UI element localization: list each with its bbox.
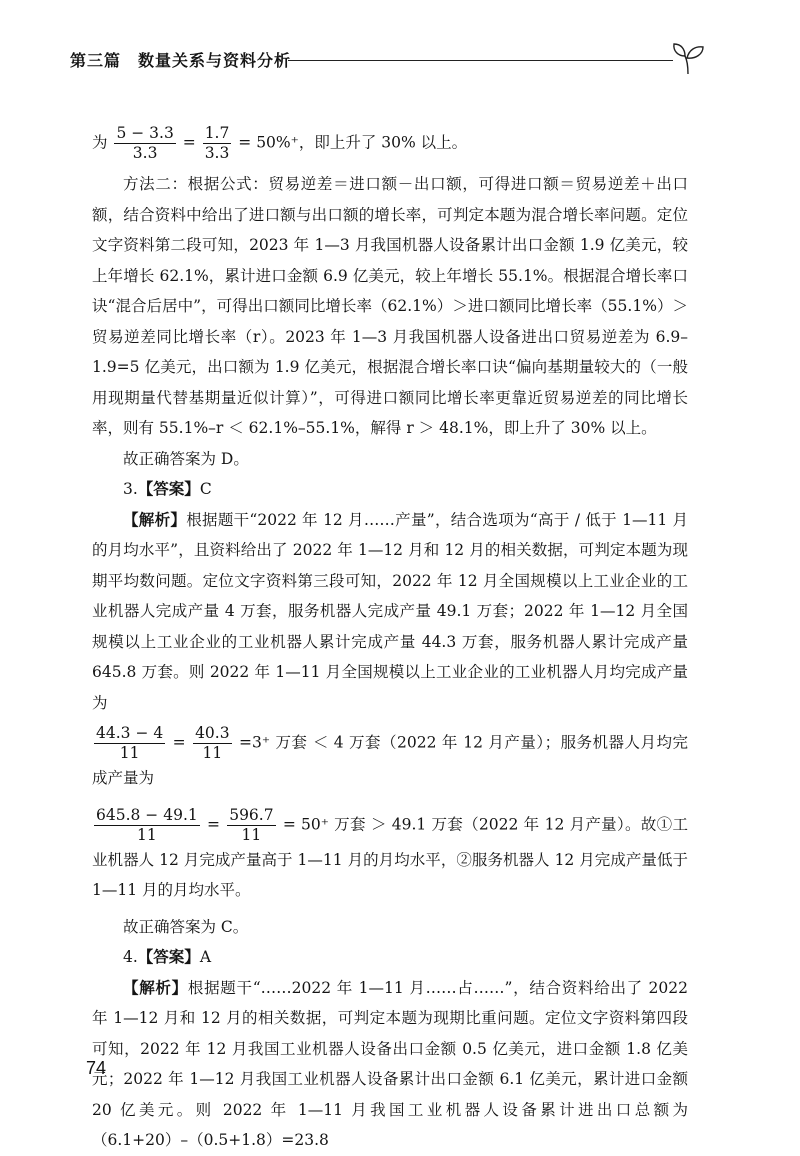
- fraction: [94, 806, 200, 845]
- section-title: 第三篇 数量关系与资料分析: [70, 51, 292, 70]
- fraction-numerator: 1.7: [204, 124, 230, 142]
- fraction-numerator: 645.8 − 49.1: [96, 805, 198, 824]
- question-3-analysis: [92, 505, 688, 719]
- fraction-numerator: 44.3 − 4: [96, 724, 164, 742]
- fraction: [114, 124, 175, 163]
- question-4-analysis: [92, 973, 688, 1156]
- answer-explanations: [92, 118, 688, 1156]
- fraction: [193, 724, 232, 763]
- analysis-tag: 【解析】: [123, 510, 187, 529]
- sprout-icon: [670, 40, 706, 76]
- question-3-answer: [92, 474, 688, 505]
- text-fragment: 为: [92, 133, 108, 152]
- fraction-numerator: 5 − 3.3: [116, 124, 174, 142]
- question-number: 3.: [123, 480, 138, 498]
- formula-line-3: [92, 800, 688, 912]
- fraction-numerator: 40.3: [195, 724, 230, 742]
- answer-tag: 【答案】: [137, 948, 200, 966]
- fraction-denominator: 11: [241, 825, 262, 844]
- equals-sign: =: [206, 815, 220, 833]
- fraction: [203, 124, 232, 163]
- page-header: [70, 40, 710, 80]
- method-two-paragraph: 方法二：根据公式：贸易逆差＝进口额－出口额，可得进口额＝贸易逆差＋出口额，结合资料中给出了进口额与出口额的增长率，可判定本题为混合增长率问题。定位文字资料第二段可知，2023 年 1—3 月我国机器人设备累计出口金额 1.9 亿美元，较上年增长 62.1%，累计进口金额 6.9 亿美元，较上年增长 55.1%。根据混合增长率口诀“混合后居中”，可得出口额同比增长率（62.1%）＞进口额同比增长率（55.1%）＞贸易逆差同比增长率（r）。2023 年 1—3 月我国机器人设备进出口贸易逆差为 6.9–1.9=5 亿美元，出口额为 1.9 亿美元，根据混合增长率口诀“偏向基期量较大的（一般用现期量代替基期量近似计算）”，可得进口额同比增长率更靠近贸易逆差的同比增长率，则有 55.1%–r ＜ 62.1%–55.1%，解得 r ＞ 48.1%，即上升了 30% 以上。: [92, 175, 688, 437]
- analysis-text: 根据题干“……2022 年 1—11 月……占……”，结合资料给出了 2022 年 1—12 月和 12 月的相关数据，可判定本题为现期比重问题。定位文字资料第四段可知，2022 年 12 月我国工业机器人设备出口金额 0.5 亿美元，进口金额 1.8 亿美元；2022 年 1—12 月我国工业机器人设备累计出口金额 6.1 亿美元，累计进口金额 20 亿美元。则 2022 年 1—11 月我国工业机器人设备累计进出口总额为（6.1+20）–（0.5+1.8）=23.8: [92, 978, 688, 1149]
- question-4-answer: [92, 942, 688, 973]
- answer-letter: C: [199, 480, 212, 498]
- answer-tag: 【答案】: [137, 480, 200, 498]
- text-fragment: = 50⁺ 万套 ＞ 49.1 万套（2022 年 12 月产量）。故①工业机器人 12 月完成产量高于 1—11 月的月均水平，②服务机器人 12 月完成产量低于 1—11 月的月均水平。: [92, 815, 688, 899]
- fraction-denominator: 3.3: [204, 144, 230, 162]
- fraction-numerator: 596.7: [229, 805, 274, 824]
- fraction: [94, 724, 165, 763]
- header-rule: [288, 60, 673, 61]
- analysis-tag: 【解析】: [123, 978, 188, 997]
- formula-line-2: [92, 718, 688, 800]
- answer-letter: A: [199, 948, 212, 966]
- equals-sign: =: [172, 733, 186, 752]
- answer-line-q2: 故正确答案为 D。: [123, 449, 249, 468]
- text-fragment: =3⁺ 万套 ＜ 4 万套（2022 年 12 月产量）；服务机器人月均完成产量为: [92, 733, 688, 787]
- equals-sign: =: [182, 133, 196, 152]
- answer-line-q3: 故正确答案为 C。: [123, 917, 249, 936]
- page-number: 74: [86, 1058, 107, 1078]
- fraction-denominator: 11: [202, 744, 223, 762]
- fraction-denominator: 11: [119, 744, 140, 762]
- formula-line-1: [92, 118, 688, 169]
- fraction-denominator: 3.3: [132, 144, 158, 162]
- question-number: 4.: [123, 948, 138, 966]
- fraction: [227, 806, 275, 845]
- text-fragment: = 50%⁺，即上升了 30% 以上。: [238, 133, 468, 152]
- analysis-text: 根据题干“2022 年 12 月……产量”，结合选项为“高于 / 低于 1—11 月的月均水平”，且资料给出了 2022 年 1—12 月和 12 月的相关数据，可判定本题为现期平均数问题。定位文字资料第三段可知，2022 年 12 月全国规模以上工业企业的工业机器人完成产量 4 万套，服务机器人完成产量 49.1 万套；2022 年 1—12 月全国规模以上工业企业的工业机器人累计完成产量 44.3 万套，服务机器人累计完成产量 645.8 万套。则 2022 年 1—11 月全国规模以上工业企业的工业机器人月均完成产量为: [92, 510, 688, 712]
- fraction-denominator: 11: [137, 825, 157, 844]
